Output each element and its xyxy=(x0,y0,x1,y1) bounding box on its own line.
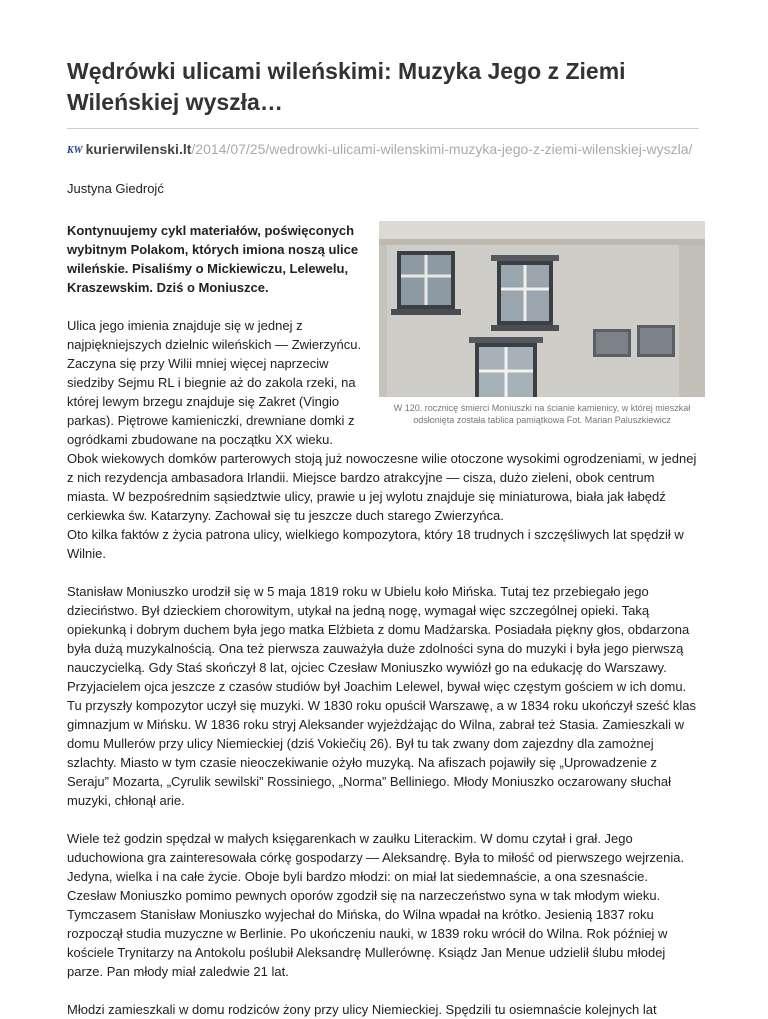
article-title: Wędrówki ulicami wileńskimi: Muzyka Jego z Ziemi Wileńskiej wyszła… xyxy=(67,58,626,115)
body-paragraph: Stanisław Moniuszko urodził się w 5 maja 1819 roku w Ubielu koło Mińska. Tutaj tez przebiegało jego dzieciństwo. Był dzieckiem chorowitym, utykał na jedną nogę, wymagał więc szczególnej opieki. Taką opiekunką i dobrym duchem była jego matka Elżbieta z domu Madżarska. Posiadała piękny głos, obdarzona była dużą muzykalnością. Ona też pierwsza zauważyła duże zdolności syna do muzyki i była jego pierwszą nauczycielką. Gdy Staś skończył 8 lat, ojciec Czesław Moniuszko wywiózł go na edukację do Warszawy. Przyjacielem ojca jeszcze z czasów studiów był Joachim Lelewel, bywał więc częstym gościem w ich domu. Tu przyszły kompozytor uczył się muzyki. W 1830 roku opuścił Warszawę, a w 1834 roku ukończył sześć klas gimnazjum w Mińsku. W 1836 roku stryj Aleksander wyjeżdżając do Wilna, zabrał też Stasia. Zamieszkali w domu Mullerów przy ulicy Niemieckiej (dziś Vokiečių 26). Był tu tak zwany dom zajezdny dla zamożnej szlachty. Miasto w tym czasie nieoczekiwanie ożyło muzyką. Na afiszach pojawiły się „Uprowadzenie z Seraju” Mozarta, „Cyrulik sewilski” Rossiniego, „Norma” Belliniego. Młody Moniuszko oczarowany słuchał muzyki, chłonął arie. xyxy=(67,584,697,808)
kw-logo-icon: KW xyxy=(67,145,83,156)
article-body xyxy=(67,221,699,1019)
body-paragraph: Wiele też godzin spędzał w małych księgarenkach w zaułku Literackim. W domu czytał i grał. Jego uduchowiona gra zainteresowała córkę gospodarzy — Aleksandrę. Była to miłość od pierwszego wejrzenia. Jedyna, wielka i na całe życie. Oboje byli bardzo młodzi: on miał lat siedemnaście, a ona szesnaście. Czesław Moniuszko pomimo pewnych oporów zgodził się na narzeczeństwo syna w tak młodym wieku. Tymczasem Stanisław Moniuszko wyjechał do Mińska, do Wilna wpadał na krótko. Jesienią 1837 roku rozpoczął studia muzyczne w Berlinie. Po ukończeniu nauki, w 1839 roku wrócił do Wilna. Rok później w kościele Trynitarzy na Antokolu poślubił Aleksandrę Mullerównę. Ksiądz Jan Menue udzielił ślubu młodej parze. Pan młody miał zaledwie 21 lat. xyxy=(67,831,685,979)
building-photo xyxy=(379,221,705,397)
source-domain-link[interactable]: kurierwilenski.lt xyxy=(85,141,192,157)
photo-caption: W 120. rocznicę śmierci Moniuszki na ścianie kamienicy, w której mieszkał odsłonięta została tablica pamiątkowa Fot. Marian Paluszkiewicz xyxy=(393,403,691,425)
body-paragraph: Oto kilka faktów z życia patrona ulicy, wielkiego kompozytora, który 18 trudnych i szczęśliwych lat spędził w Wilnie. xyxy=(67,527,684,561)
source-path: /2014/07/25/wedrowki-ulicami-wilenskimi-muzyka-jego-z-ziemi-wilenskiej-wyszla/ xyxy=(191,141,693,157)
body-paragraph: Ulica jego imienia znajduje się w jednej z najpiękniejszych dzielnic wileńskich — Zwierzyńcu. Zaczyna się przy Wilii mniej więcej naprzeciw siedziby Sejmu RL i biegnie aż do zakola rzeki, na której lewym brzegu znajduje się Zakret (Vingio parkas). Piętrowe kamieniczki, drewniane domki z ogródkami zbudowane na początku XX wieku. Obok wiekowych domków parterowych stoją już nowoczesne wilie otoczone wysokimi ogrodzeniami, w jednej z nich rezydencja ambasadora Irlandii. Miejsce bardzo atrakcyjne — cisza, dużo zieleni, obok centrum miasta. W bezpośrednim sąsiedztwie ulicy, prawie u jej wylotu znajduje się miniaturowa, biała jak łabędź cerkiewka św. Katarzyny. Zachował się tu jeszcze duch starego Zwierzyńca. xyxy=(67,318,697,523)
source-line xyxy=(67,140,699,160)
article-author: Justyna Giedrojć xyxy=(67,181,164,196)
lead-paragraph: Kontynuujemy cykl materiałów, poświęconych wybitnym Polakom, których imiona noszą ulice wileńskie. Pisaliśmy o Mickiewiczu, Lelewelu, Kraszewskim. Dziś o Moniuszce. xyxy=(67,223,359,295)
body-paragraph: Młodzi zamieszkali w domu rodziców żony przy ulicy Niemieckiej. Spędzili tu osiemnaście kolejnych lat xyxy=(67,1002,657,1017)
title-divider xyxy=(67,128,699,129)
article-figure xyxy=(379,221,705,426)
